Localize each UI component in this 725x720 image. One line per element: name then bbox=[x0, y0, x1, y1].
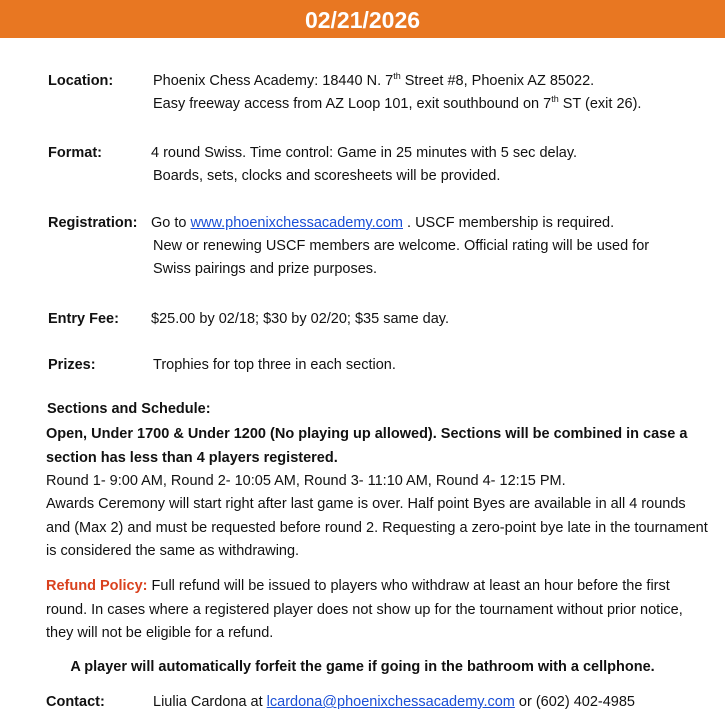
contact-info: Liulia Cardona at lcardona@phoenixchessacademy.com or (602) 402-4985 bbox=[153, 694, 635, 710]
refund-policy: Refund Policy: Full refund will be issued to players who withdraw at least an hour before the first round. In cases where a registered player does not show up for the tournament without prior notice, they will not be eligible for a refund. bbox=[46, 578, 683, 641]
registration-rating: Swiss pairings and prize purposes. bbox=[153, 261, 378, 277]
format-equipment: Boards, sets, clocks and scoresheets will be provided. bbox=[153, 168, 501, 184]
location-directions: Easy freeway access from AZ Loop 101, exit southbound on 7th ST (exit 26). bbox=[153, 94, 642, 112]
academy-website-link[interactable]: www.phoenixchessacademy.com bbox=[190, 215, 403, 231]
location-label: Location: bbox=[48, 73, 114, 89]
round-schedule: Round 1- 9:00 AM, Round 2- 10:05 AM, Round 3- 11:10 AM, Round 4- 12:15 PM. bbox=[46, 473, 566, 489]
contact-label: Contact: bbox=[46, 694, 105, 710]
prizes-label: Prizes: bbox=[48, 357, 96, 373]
format-label: Format: bbox=[48, 145, 102, 161]
refund-policy-label: Refund Policy: bbox=[46, 578, 148, 594]
prizes-value: Trophies for top three in each section. bbox=[153, 357, 396, 373]
entry-fee-value: $25.00 by 02/18; $30 by 02/20; $35 same day. bbox=[151, 311, 450, 327]
date-banner bbox=[0, 0, 725, 38]
registration-members: New or renewing USCF members are welcome. Official rating will be used for bbox=[153, 238, 650, 254]
location-address: Phoenix Chess Academy: 18440 N. 7th Street #8, Phoenix AZ 85022. bbox=[153, 71, 595, 89]
cellphone-notice: A player will automatically forfeit the game if going in the bathroom with a cellphone. bbox=[70, 659, 655, 675]
contact-email-link[interactable]: lcardona@phoenixchessacademy.com bbox=[266, 694, 515, 710]
sections-description: Open, Under 1700 & Under 1200 (No playing up allowed). Sections will be combined in case a section has less than 4 players registered. bbox=[46, 426, 688, 466]
registration-label: Registration: bbox=[48, 215, 138, 231]
entry-fee-label: Entry Fee: bbox=[48, 311, 119, 327]
event-date: 02/21/2026 bbox=[304, 7, 421, 33]
sections-heading: Sections and Schedule: bbox=[47, 401, 211, 417]
awards-byes-info: Awards Ceremony will start right after last game is over. Half point Byes are available in all 4 rounds and (Max 2) and must be requested before round 2. Requesting a zero-point bye late in the tournament is considered the same as withdrawing. bbox=[46, 496, 708, 559]
format-time-control: 4 round Swiss. Time control: Game in 25 minutes with 5 sec delay. bbox=[151, 145, 578, 161]
registration-line: Go to www.phoenixchessacademy.com . USCF membership is required. bbox=[151, 215, 615, 231]
